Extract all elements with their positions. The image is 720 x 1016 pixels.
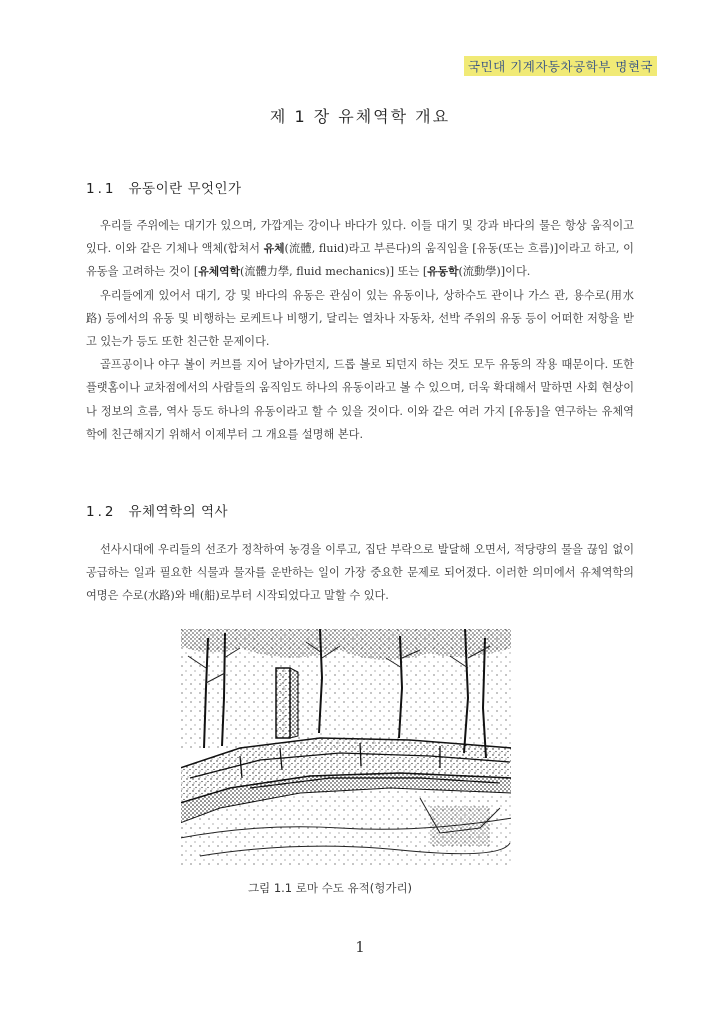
section-1-1-body [86,214,634,446]
bold-term: 유체 [263,242,285,256]
figure-caption: 그림 1.1 로마 수도 유적(헝가리) [247,881,413,895]
text-run: 우리들 주위에는 대기가 있으며, 가깝게는 강이나 바다가 있다. 이들 대기 및 강과 바다의 물은 항상 움직이고 있다. 이와 같은 기체나 액체(합쳐서 [86,219,634,256]
text-run: (流體, fluid)라고 부른다)의 움직임을 [유동(또는 흐름)]이라고 하고, 이 유동을 고려하는 것이 [ [86,242,634,279]
section-title: 유체역학의 역사 [128,504,229,520]
text-run: (流動學)]이다. [458,265,531,279]
section-heading-1-1 [86,177,242,197]
chapter-title: 제 1 장 유체역학 개요 [269,107,451,126]
section-1-2-body [86,538,634,608]
section-number: 1.2 [86,504,117,520]
page-number: 1 [355,938,365,956]
section-title: 유동이란 무엇인가 [128,181,242,197]
paragraph: 선사시대에 우리들의 선조가 정착하여 농경을 이루고, 집단 부락으로 발달해 오면서, 적당량의 물을 끊임 없이 공급하는 일과 필요한 식물과 물자를 운반하는 일이 가장 중요한 문제로 되어졌다. 이러한 의미에서 유체역학의 여명은 수로(水路)와 배(船)로부터 시작되었다고 말할 수 있다. [86,543,634,603]
bold-term: 유체역학 [198,265,241,279]
header-affiliation: 국민대 기계자동차공학부 명현국 [464,56,657,76]
roman-aqueduct-sketch [180,628,512,868]
paragraph [86,214,634,284]
paragraph: 골프공이나 야구 볼이 커브를 지어 날아가던지, 드롭 볼로 되던지 하는 것도 모두 유동의 작용 때문이다. 또한 플랫홈이나 교차점에서의 사람들의 움직임도 하나의 유동이라고 볼 수 있으며, 더욱 확대해서 말하면 사회 현상이나 정보의 흐름, 역사 등도 하나의 유동이라고 할 수 있을 것이다. 이와 같은 여러 가지 [유동]을 연구하는 유체역학에 친근해지기 위해서 이제부터 그 개요를 설명해 본다. [86,358,634,441]
text-run: (流體力學, fluid mechanics)] 또는 [ [240,265,428,279]
paragraph: 우리들에게 있어서 대기, 강 및 바다의 유동은 관심이 있는 유동이나, 상하수도 관이나 가스 관, 용수로(用水路) 등에서의 유동 및 비행하는 로케트나 비행기, 달리는 열차나 자동차, 선박 주위의 유동 등이 어떠한 저항을 받고 있는가 등도 또한 친근한 문제이다. [86,288,634,349]
section-heading-1-2 [86,500,228,520]
bold-term: 유동학 [427,265,459,279]
section-number: 1.1 [86,181,117,197]
